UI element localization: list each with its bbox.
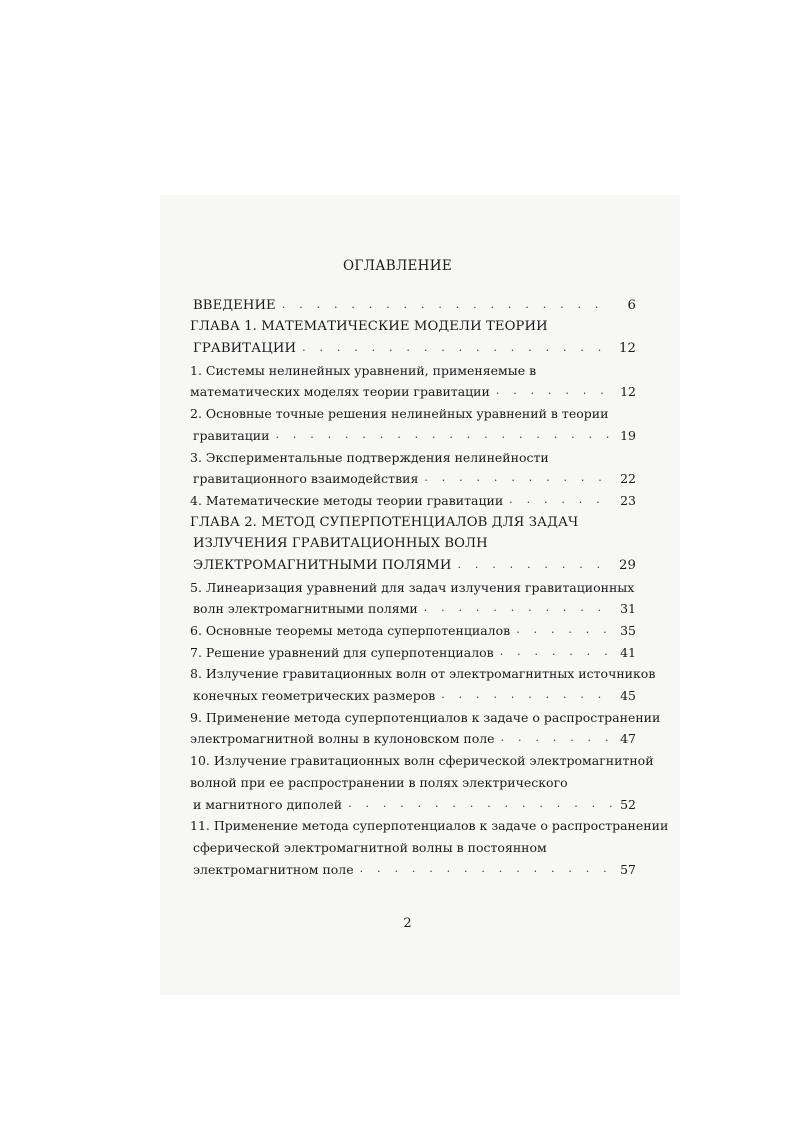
toc-chapter-2-heading-cont [190,530,636,552]
toc-section-3 [190,443,636,465]
toc-entry-text: 1. Системы нелинейных уравнений, применяемые в [190,362,537,378]
toc-entry-text: ГЛАВА 1. МАТЕМАТИЧЕСКИЕ МОДЕЛИ ТЕОРИИ [190,319,548,335]
toc-section-11 [190,812,669,834]
toc-entry-text: 10. Излучение гравитационных волн сферической электромагнитной [190,753,654,769]
toc-entry-text: 6. Основные теоремы метода суперпотенциалов [190,623,511,638]
leader-dots [360,862,612,877]
toc-entry-text: 5. Линеаризация уравнений для задач излучения гравитационных [190,579,635,595]
toc-entry-text: электромагнитной волны в кулоновском поле [190,731,495,747]
toc-entry-text: ЭЛЕКТРОМАГНИТНЫМИ ПОЛЯМИ [193,557,452,573]
toc-section-1-cont [190,378,636,400]
toc-entry-text: математических моделях теории гравитации [190,384,490,400]
toc-entry-text: 4. Математические методы теории гравитации [190,492,504,508]
toc-chapter-1-heading-cont [190,334,636,356]
leader-dots [282,298,612,313]
toc-entry-page: 12 [619,341,636,357]
toc-section-2 [190,399,636,421]
toc-section-10-cont [190,768,636,790]
toc-entry-text: электромагнитном поле [193,861,354,877]
leader-dots [500,645,612,660]
toc-section-1 [190,356,636,378]
toc-section-6 [190,616,636,638]
toc-entry-page: 29 [619,557,636,573]
toc-entry-page: 31 [620,601,636,617]
toc-entry-page: 57 [620,861,636,877]
toc-section-8-cont [190,681,636,703]
toc-entry-text: и магнитного диполей [193,796,343,812]
toc-entry-text: сферической электромагнитной волны в постоянном [193,839,547,855]
leader-dots [516,623,612,638]
toc-entry-page: 6 [627,297,636,313]
toc-section-8 [190,660,656,682]
toc-section-10-cont [190,790,636,812]
toc-section-7 [190,638,636,660]
toc-entry-text: волн электромагнитными полями [193,601,418,617]
toc-chapter-1-heading [190,313,636,335]
toc-entry-page: 47 [620,731,636,747]
toc-section-2-cont [190,421,636,443]
toc-entry-page: 22 [620,471,636,487]
toc-section-9 [190,703,661,725]
toc-entry-text: волной при ее распространении в полях электрического [190,774,568,790]
leader-dots [302,341,612,356]
toc-entry-text: ГРАВИТАЦИИ [193,341,297,357]
leader-dots [457,558,612,573]
toc-entry-text: 7. Решение уравнений для суперпотенциалов [190,644,494,660]
toc-section-11-cont [190,833,636,855]
page-number: 2 [403,916,412,931]
toc-chapter-2-heading [190,508,636,530]
toc-entry-page: 35 [620,623,636,638]
page-title: ОГЛАВЛЕНИЕ [343,258,452,274]
leader-dots [275,428,612,443]
toc-entry-text: 8. Излучение гравитационных волн от электромагнитных источников [190,666,656,682]
toc-entry-text: конечных геометрических размеров [193,688,436,704]
toc-entry-text: 11. Применение метода суперпотенциалов к задаче о распространении [190,818,669,834]
toc-entry-page: 19 [620,427,636,443]
toc-entry-text: 2. Основные точные решения нелинейных уравнений в теории [190,406,609,422]
toc-entry-page: 12 [620,384,636,400]
toc-chapter-2-heading-cont [190,551,636,573]
toc-section-9-cont [190,725,636,747]
toc-section-5 [190,573,636,595]
toc-entry-introduction [190,291,636,313]
leader-dots [496,384,612,399]
leader-dots [424,601,612,616]
toc-section-10 [190,746,654,769]
leader-dots [424,471,612,486]
table-of-contents [190,291,669,877]
toc-entry-text: ВВЕДЕНИЕ [193,297,276,313]
toc-section-5-cont [190,595,636,617]
toc-entry-page: 45 [620,688,636,704]
toc-entry-page: 41 [620,644,636,660]
leader-dots [501,731,612,746]
leader-dots [441,688,612,703]
toc-entry-text: 3. Экспериментальные подтверждения нелинейности [190,449,549,465]
toc-entry-page: 52 [620,796,636,812]
leader-dots [509,493,612,508]
toc-section-3-cont [190,465,636,487]
toc-entry-text: ИЗЛУЧЕНИЯ ГРАВИТАЦИОННЫХ ВОЛН [193,536,488,552]
leader-dots [348,797,612,812]
toc-entry-text: гравитации [193,427,270,443]
toc-section-11-cont [190,855,636,877]
toc-entry-page: 23 [620,492,636,508]
toc-entry-text: ГЛАВА 2. МЕТОД СУПЕРПОТЕНЦИАЛОВ ДЛЯ ЗАДАЧ [190,514,579,530]
toc-entry-text: 9. Применение метода суперпотенциалов к задаче о распространении [190,709,661,725]
toc-entry-text: гравитационного взаимодействия [193,471,419,487]
toc-section-4 [190,486,636,508]
